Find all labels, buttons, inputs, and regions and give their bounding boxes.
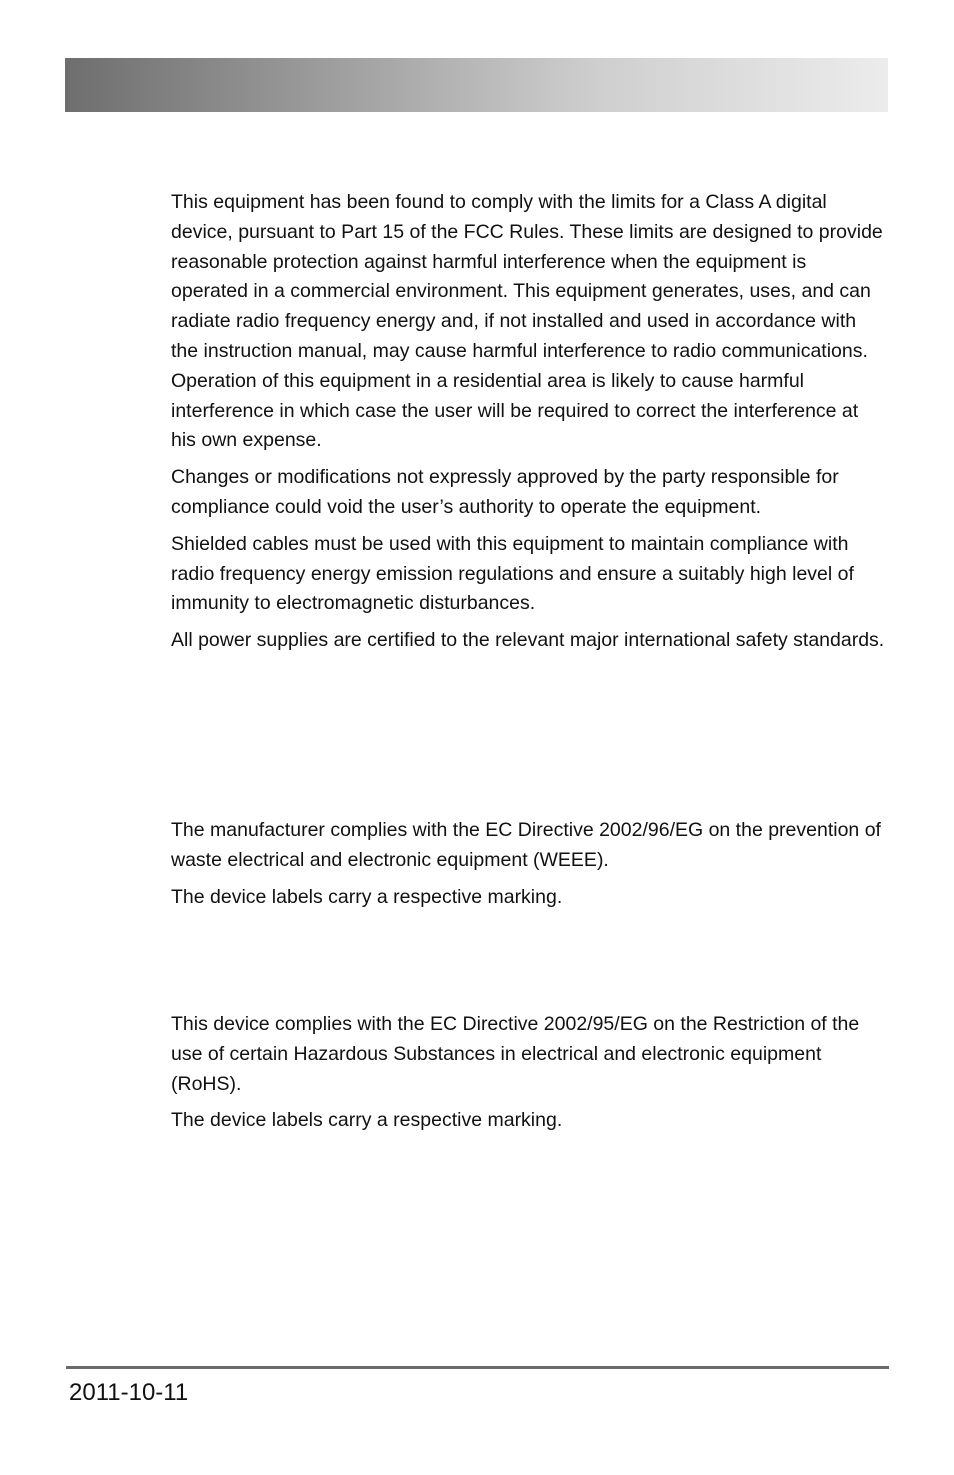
footer-date: 2011-10-11	[69, 1379, 189, 1406]
rohs-paragraph-marking: The device labels carry a respective marking.	[171, 1109, 563, 1132]
fcc-paragraph-shielded-cables: Shielded cables must be used with this equipment to maintain compliance with radio frequency energy emission regulations and ensure a suitably high level of immunity to electromagnetic disturbances.	[171, 532, 854, 615]
fcc-paragraph-power-supplies: All power supplies are certified to the relevant major international safety standards.	[171, 629, 885, 652]
weee-compliance-section	[171, 816, 887, 919]
rohs-paragraph-directive: This device complies with the EC Directive 2002/95/EG on the Restriction of the use of certain Hazardous Substances in electrical and electronic equipment (RoHS).	[171, 1013, 860, 1095]
weee-paragraph-marking: The device labels carry a respective marking.	[171, 885, 563, 908]
fcc-compliance-section	[171, 188, 887, 663]
fcc-paragraph-class-a: This equipment has been found to comply with the limits for a Class A digital device, pursuant to Part 15 of the FCC Rules. These limits are designed to provide reasonable protection against harmful interference when the equipment is operated in a commercial environment. This equipment generates, uses, and can radiate radio frequency energy and, if not installed and used in accordance with the instruction manual, may cause harmful interference to radio communications. Operation of this equipment in a residential area is likely to cause harmful interference in which case the user will be required to correct the interference at his own expense.	[171, 191, 883, 452]
weee-paragraph-directive: The manufacturer complies with the EC Directive 2002/96/EG on the prevention of waste electrical and electronic equipment (WEEE).	[171, 819, 881, 871]
footer-divider	[66, 1366, 889, 1369]
fcc-paragraph-modifications: Changes or modifications not expressly approved by the party responsible for compliance could void the user’s authority to operate the equipment.	[171, 466, 839, 518]
header-gradient-bar	[65, 58, 888, 112]
rohs-compliance-section	[171, 1010, 887, 1143]
